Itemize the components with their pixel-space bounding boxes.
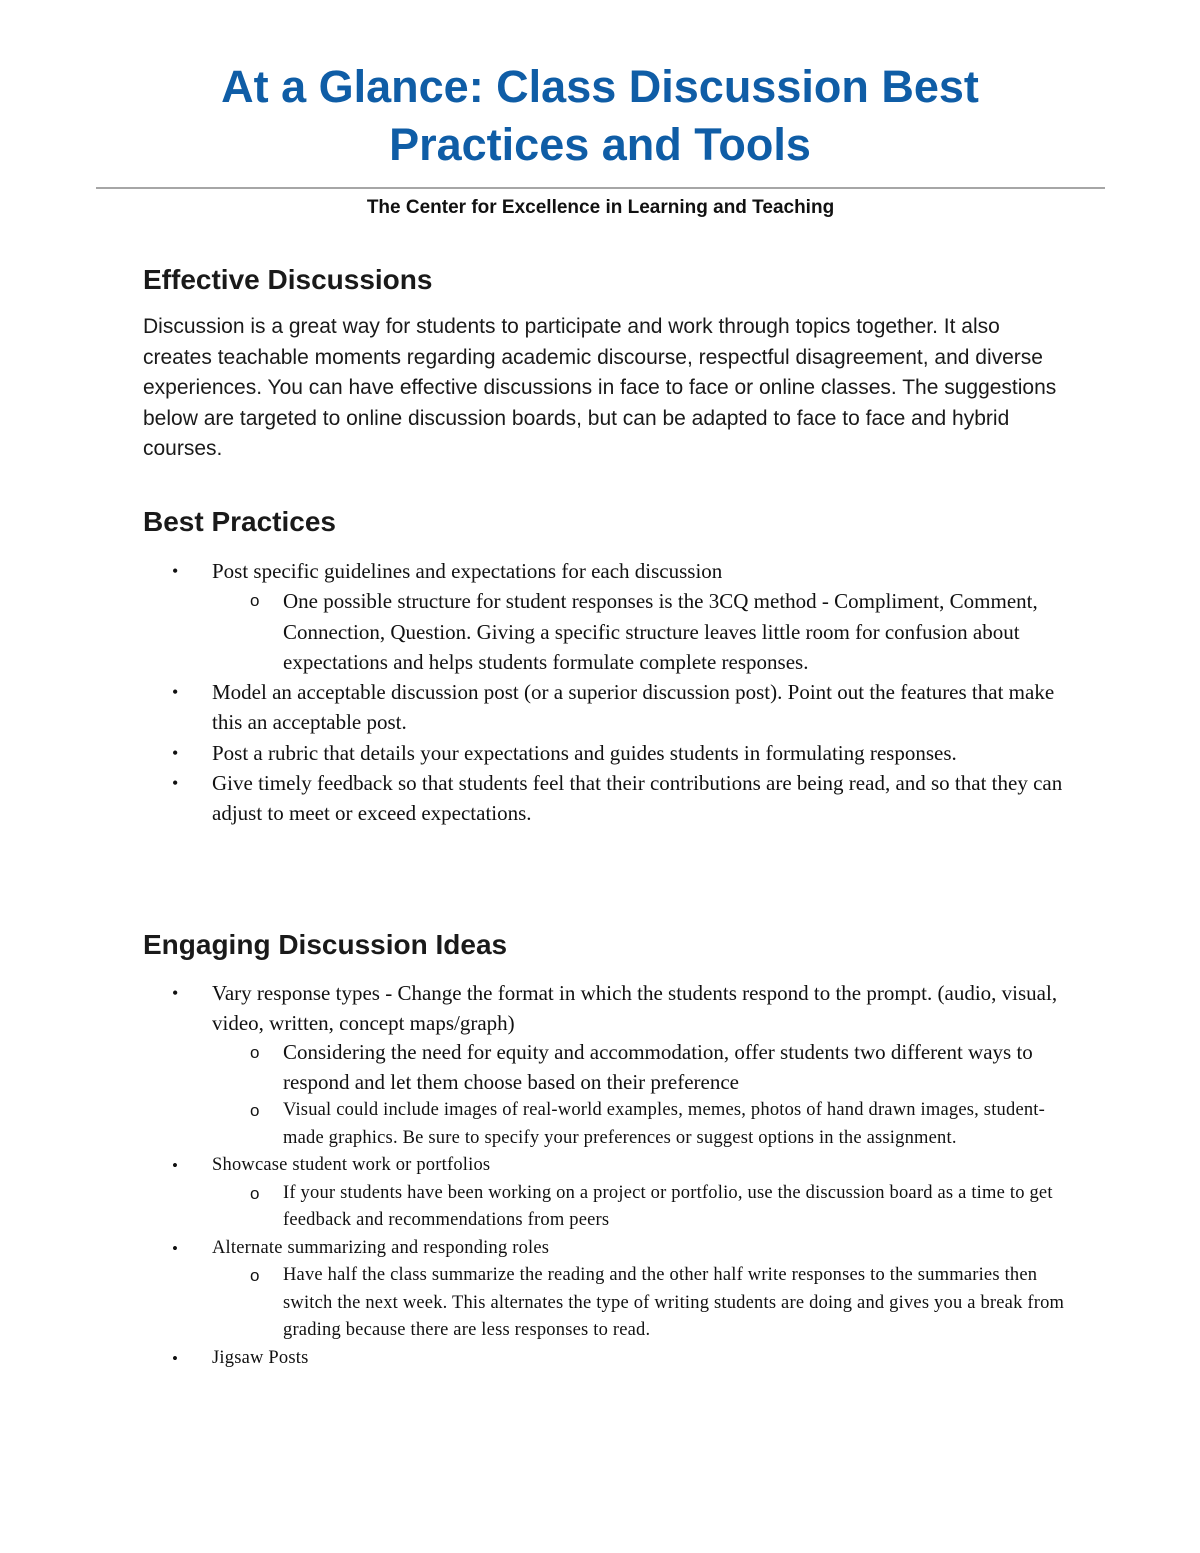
sub-bullet-icon: o [250,1101,260,1120]
bullet-icon: • [172,1156,179,1175]
sub-list-item [143,1180,1073,1235]
sub-list-item [143,1038,1073,1097]
effective-discussions-paragraph: Discussion is a great way for students to participate and work through topics together. It also creates teachable moments regarding academic discourse, respectful disagreement, and diverse experiences. You can have effective discussions in face to face or online classes. The suggestions below are targeted to online discussion boards, but can be adapted to face to face and hybrid courses. [143,315,1057,460]
bullet-icon: • [172,742,179,763]
sub-list-item-text: Visual could include images of real-world examples, memes, photos of hand drawn images, student-made graphics. Be sure to specify your preferences or suggest options in the assignment. [283,1100,1046,1148]
list-item-text: Vary response types - Change the format in which the students respond to the prompt. (audio, visual, video, written, concept maps/graph) [212,981,1058,1035]
bullet-icon: • [172,983,179,1003]
best-practices-heading: Best Practices [143,506,337,537]
list-item-text: Alternate summarizing and responding roles [212,1237,550,1258]
sub-list-item-text: Considering the need for equity and accommodation, offer students two different ways to respond and let them choose based on their preference [283,1040,1033,1094]
list-item-text: Give timely feedback so that students feel that their contributions are being read, and so that they can adjust to meet or exceed expectations. [212,771,1063,826]
page-title-line-2: Practices and Tools [389,119,811,170]
effective-discussions-heading: Effective Discussions [143,264,433,295]
page-subtitle: The Center for Excellence in Learning and Teaching [366,197,835,218]
list-item [143,979,1073,1152]
bullet-icon: • [172,682,179,703]
sub-list-item-text: If your students have been working on a project or portfolio, use the discussion board as a time to get feedback and recommendations from peers [283,1182,1053,1230]
list-item [143,1345,1073,1373]
list-item [143,768,1073,829]
bullet-icon: • [172,773,179,794]
list-item [143,1235,1073,1345]
bullet-icon: • [172,1238,179,1258]
page-title-line-1: At a Glance: Class Discussion Best [221,61,979,112]
list-item-text: Jigsaw Posts [212,1347,309,1368]
engaging-discussion-ideas-heading: Engaging Discussion Ideas [143,929,508,960]
list-item-text: Post specific guidelines and expectations for each discussion [212,559,723,583]
sub-list [212,1262,1073,1345]
sub-list-item [143,1262,1073,1345]
title-divider [96,187,1105,189]
sub-bullet-icon: o [250,1183,260,1203]
sub-list-item-text: One possible structure for student responses is the 3CQ method - Compliment, Comment, Connection, Question. Giving a specific structure leaves little room for confusion about expectations and helps students formulate complete responses. [283,589,1038,674]
sub-list [212,1038,1073,1152]
engaging-discussion-list [143,979,1073,1372]
list-item-text: Post a rubric that details your expectations and guides students in formulating responses. [212,740,957,765]
sub-list-item [143,1097,1073,1152]
list-item [143,738,1073,768]
sub-list [212,586,1073,677]
list-item [143,556,1073,677]
sub-list-item [143,586,1073,677]
sub-bullet-icon: o [250,1266,260,1285]
best-practices-list [143,556,1073,829]
sub-bullet-icon: o [250,591,260,611]
list-item [143,677,1073,738]
list-item-text: Model an acceptable discussion post (or a superior discussion post). Point out the features that make this an acceptable post. [212,680,1055,735]
list-item-text: Showcase student work or portfolios [212,1155,491,1175]
page-title [143,58,1057,174]
bullet-icon: • [172,1348,179,1368]
bullet-icon: • [172,561,179,581]
sub-bullet-icon: o [250,1043,260,1062]
sub-list [212,1180,1073,1235]
list-item [143,1152,1073,1235]
sub-list-item-text: Have half the class summarize the reading and the other half write responses to the summaries then switch the next week. This alternates the type of writing students are doing and gives you a break from grading because there are less responses to read. [283,1265,1065,1340]
